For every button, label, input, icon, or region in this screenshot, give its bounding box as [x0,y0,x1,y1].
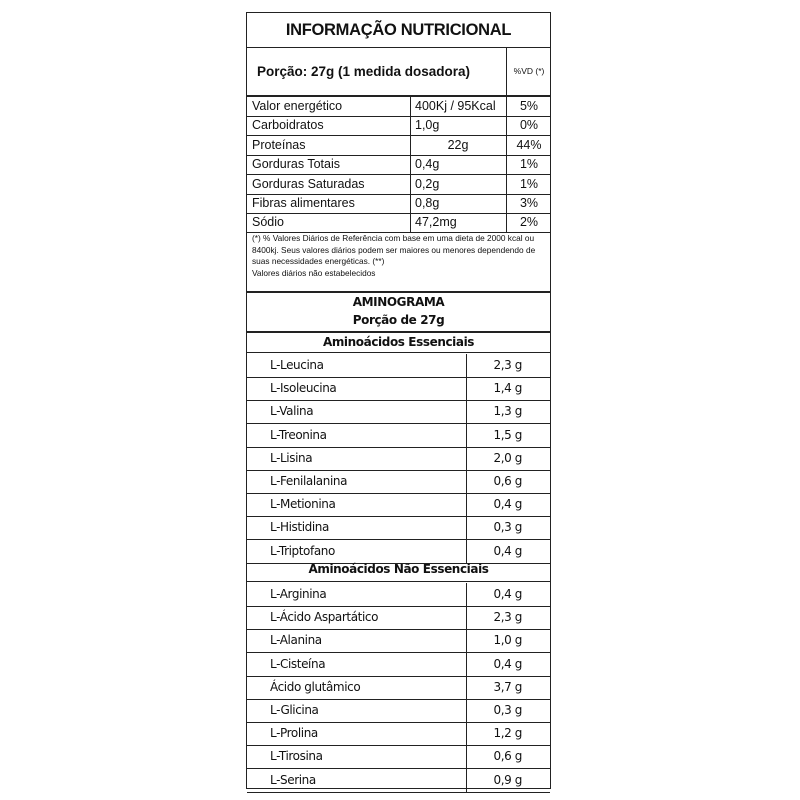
essential-title: Aminoácidos Essenciais [322,335,475,349]
amino-value: 1,2 g [466,722,550,745]
vd-header: %VD (*) [506,48,551,95]
amino-value: 0,4 g [466,583,550,606]
footnote-text-2: Valores diários não estabelecidos [252,267,376,278]
nutrient-vd: 2% [506,213,551,232]
nutrient-vd: 1% [506,175,551,194]
amino-value: 0,4 g [466,540,550,563]
amino-row [247,769,550,793]
footnote-text: (*) % Valores Diários de Referência com base em uma dieta de 2000 kcal ou 8400kj. Seus valores diários podem ser maiores ou menores dependendo de suas necessidades energéticas. (**) [252,233,536,266]
nutrient-row [247,136,550,156]
amino-value: 2,0 g [466,447,550,470]
aminogram-title: AMINOGRAMA [352,295,445,309]
nutrient-vd: 3% [506,194,551,213]
portion-label: Porção: 27g (1 medida dosadora) [257,64,471,79]
nutrition-label [246,12,551,789]
nutrient-vd: 44% [506,136,551,155]
divider [247,331,550,333]
nutrient-row [247,155,550,175]
nutrient-row [247,97,550,117]
nutrient-quantity: 0,2g [410,175,505,194]
amino-row [247,470,550,494]
amino-row [247,424,550,448]
amino-value: 1,0 g [466,629,550,652]
aminogram-portion: Porção de 27g [352,313,445,327]
amino-value: 0,3 g [466,516,550,539]
nutrient-name: Carboidratos [252,118,324,133]
nutrient-quantity: 400Kj / 95Kcal [410,97,505,116]
amino-row [247,354,550,378]
nutrient-row [247,213,550,233]
nutrient-name: Proteínas [252,137,306,152]
amino-row [247,377,550,401]
nutrient-row [247,116,550,136]
amino-value: 1,5 g [466,424,550,447]
amino-name: L-Triptofano [270,543,335,558]
amino-name: L-Lisina [270,450,313,465]
amino-value: 1,4 g [466,377,550,400]
amino-row [247,400,550,424]
amino-row [247,676,550,700]
amino-value: 2,3 g [466,354,550,377]
amino-name: L-Fenilalanina [270,474,348,488]
amino-row [247,540,550,564]
amino-value: 2,3 g [466,606,550,629]
amino-value: 3,7 g [466,676,550,699]
amino-row [247,653,550,677]
label-title: INFORMAÇÃO NUTRICIONAL [247,13,550,48]
nutrient-row [247,175,550,195]
amino-name: Ácido glutâmico [270,679,361,694]
amino-name: L-Metionina [270,497,336,512]
amino-name: L-Histidina [270,520,329,535]
amino-name: L-Treonina [270,427,327,442]
nutrient-quantity: 1,0g [410,116,505,135]
amino-value: 0,6 g [466,745,550,768]
amino-name: L-Serina [270,772,316,787]
footnote [252,233,544,279]
nonessential-title: Aminoácidos Não Essenciais [308,562,489,576]
amino-name: L-Leucina [270,358,324,372]
amino-row [247,699,550,723]
amino-value: 0,9 g [466,769,550,792]
nutrient-quantity: 22g [410,136,505,155]
amino-value: 1,3 g [466,400,550,423]
nutrient-vd: 0% [506,116,551,135]
amino-name: L-Arginina [270,587,327,601]
divider [247,352,550,353]
amino-name: L-Prolina [270,726,318,741]
amino-name: L-Isoleucina [270,381,337,396]
amino-row [247,583,550,607]
nutrient-quantity: 0,8g [410,194,505,213]
nutrient-name: Fibras alimentares [252,196,355,210]
amino-row [247,447,550,471]
nutrient-name: Gorduras Totais [252,157,341,172]
nutrient-name: Gorduras Saturadas [252,176,365,191]
divider [247,581,550,582]
amino-row [247,516,550,540]
amino-name: L-Alanina [270,633,322,648]
amino-name: L-Cisteína [270,656,326,671]
amino-row [247,722,550,746]
amino-value: 0,4 g [466,493,550,516]
amino-row [247,745,550,769]
nutrient-quantity: 47,2mg [410,213,505,232]
amino-row [247,629,550,653]
amino-name: L-Tirosina [270,749,323,764]
nutrient-vd: 5% [506,97,551,116]
nutrient-quantity: 0,4g [410,155,505,174]
divider [247,291,550,293]
amino-value: 0,4 g [466,653,550,676]
nutrient-row [247,194,550,214]
nutrient-name: Valor energético [252,99,343,113]
nutrient-name: Sódio [252,215,284,230]
amino-name: L-Valina [270,404,314,419]
amino-name: L-Glicina [270,703,319,717]
amino-row [247,606,550,630]
amino-row [247,493,550,517]
portion-header [247,48,550,97]
amino-value: 0,6 g [466,470,550,493]
amino-value: 0,3 g [466,699,550,722]
amino-name: L-Ácido Aspartático [270,610,379,625]
nutrient-vd: 1% [506,155,551,174]
